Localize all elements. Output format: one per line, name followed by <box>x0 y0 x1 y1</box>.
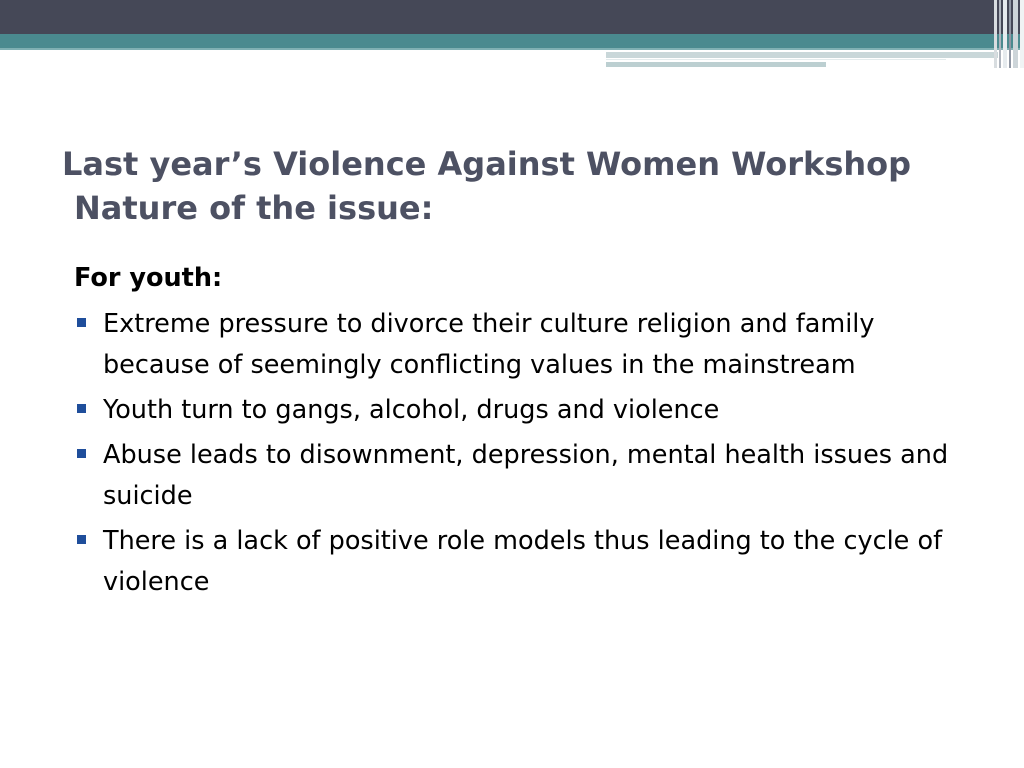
bullet-text: Youth turn to gangs, alcohol, drugs and violence <box>103 395 720 425</box>
slide-title-line-2: Nature of the issue: <box>74 189 434 227</box>
bullet-item <box>74 521 974 603</box>
subheading: For youth: <box>74 263 223 293</box>
bullet-item <box>74 390 974 431</box>
header-band-thin-line <box>606 59 946 60</box>
slide-content <box>74 256 974 607</box>
bullet-list <box>74 304 974 603</box>
square-bullet-icon <box>77 535 86 544</box>
bullet-text: There is a lack of positive role models thus leading to the cycle of violence <box>103 526 943 597</box>
slide-title-line-1: Last year’s Violence Against Women Workshop <box>62 145 912 183</box>
header-band-dark <box>0 0 1024 34</box>
square-bullet-icon <box>77 404 86 413</box>
header-vertical-stripes <box>994 0 1024 68</box>
header-band-teal <box>0 34 1024 48</box>
square-bullet-icon <box>77 449 86 458</box>
slide-title <box>62 142 982 230</box>
bullet-text: Abuse leads to disownment, depression, mental health issues and suicide <box>103 440 949 511</box>
bullet-item <box>74 435 974 517</box>
bullet-item <box>74 304 974 386</box>
header-band-accent <box>0 48 1024 50</box>
header-band-short-bar <box>606 62 826 67</box>
square-bullet-icon <box>77 318 86 327</box>
bullet-text: Extreme pressure to divorce their culture religion and family because of seemingly conflicting values in the mainstream <box>103 309 875 380</box>
header-band-light-bar <box>606 52 998 58</box>
